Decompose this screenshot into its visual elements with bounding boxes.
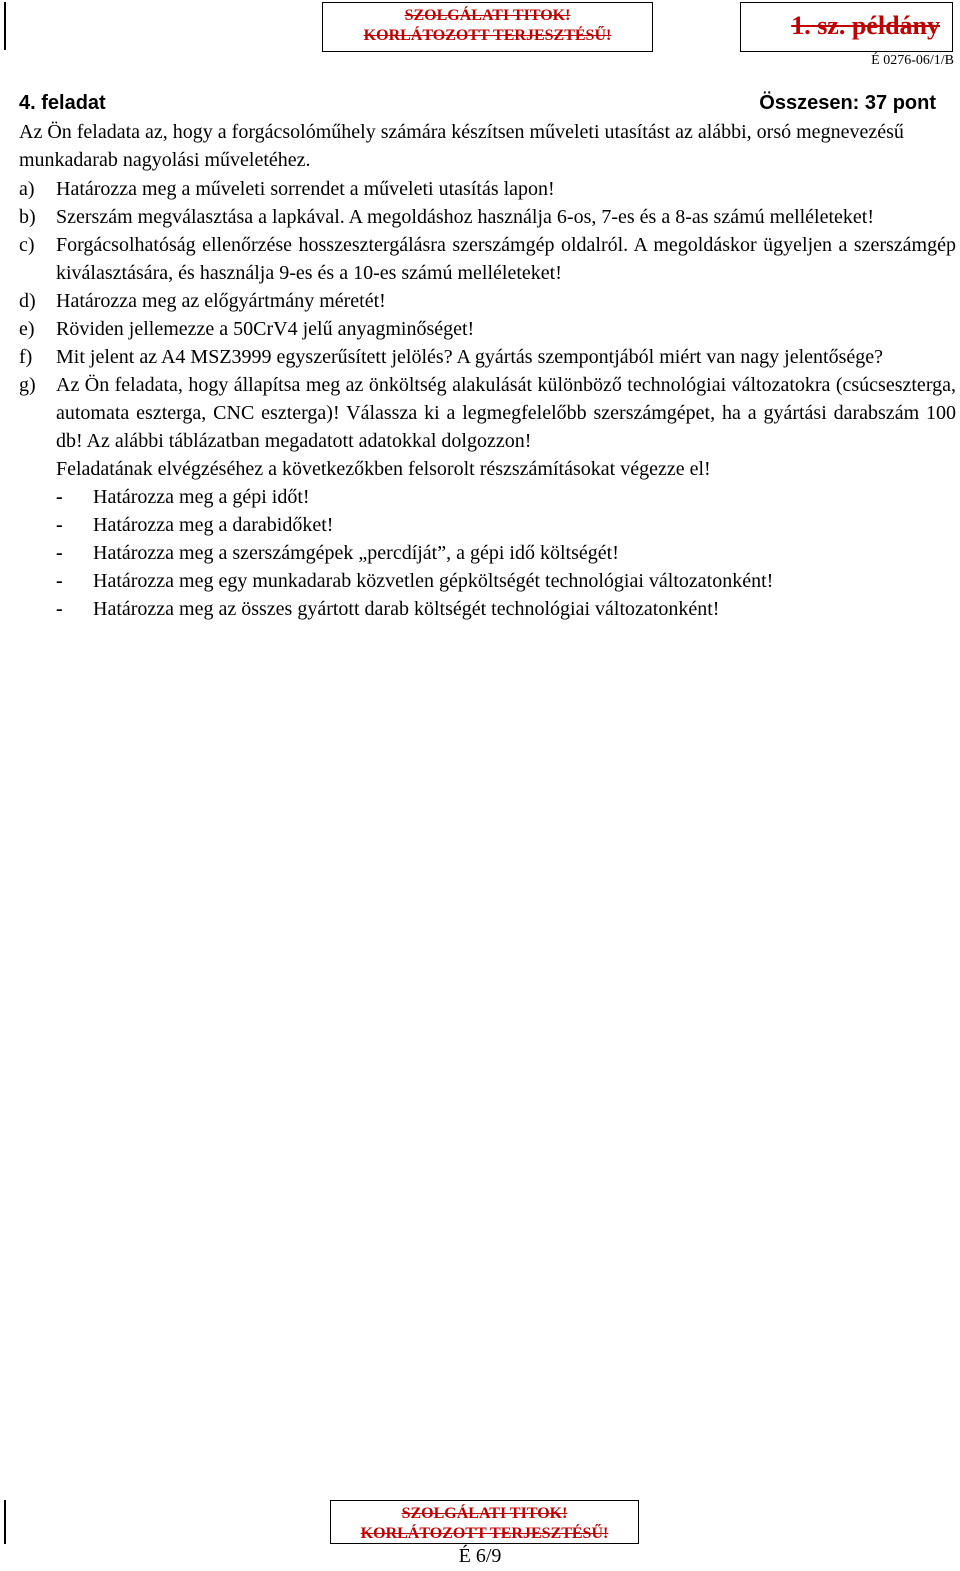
footer-classification-stamp — [330, 1500, 639, 1544]
page-number: É 6/9 — [458, 1545, 502, 1567]
item-text: Az Ön feladata, hogy állapítsa meg az önköltség alakulását különböző technológiai változatokra (csúcseszterga, automata eszterga, CNC eszterga)! Válassza ki a legmegfelelőbb szerszámgépet, ha a gyártási darabszám 100 db! Az alábbi táblázatban megadatott adatokkal dolgozzon! — [56, 374, 956, 452]
list-item — [19, 315, 956, 343]
document-code: É 0276-06/1/B — [871, 53, 954, 68]
item-label: f) — [19, 346, 33, 368]
task-list — [19, 175, 956, 623]
stamp-line-2: KORLÁTOZOTT TERJESZTÉSŰ! — [363, 27, 612, 44]
list-item — [19, 203, 956, 231]
footer-left-rule — [4, 1500, 6, 1544]
dash-item — [19, 539, 956, 567]
dash-item — [19, 511, 956, 539]
list-item — [19, 231, 956, 287]
task-points: Összesen: 37 pont — [759, 92, 936, 114]
item-text: Határozza meg a műveleti sorrendet a műveleti utasítás lapon! — [56, 178, 555, 200]
copy-label: 1. sz. példány — [791, 11, 940, 40]
task-heading — [19, 92, 936, 115]
dash-bullet: - — [56, 570, 63, 592]
dash-bullet: - — [56, 514, 63, 536]
item-label: b) — [19, 206, 36, 228]
item-label: e) — [19, 318, 35, 340]
item-text: Mit jelent az A4 MSZ3999 egyszerűsített jelölés? A gyártás szempontjából miért van nagy jelentősége? — [56, 346, 884, 368]
item-text: Röviden jellemezze a 50CrV4 jelű anyagminőséget! — [56, 318, 475, 340]
dash-text: Határozza meg a gépi időt! — [93, 486, 310, 508]
copy-number-box — [740, 2, 953, 52]
dash-text: Határozza meg egy munkadarab közvetlen gépköltségét technológiai változatonként! — [93, 570, 774, 592]
header-left-rule — [4, 2, 6, 50]
task-title: 4. feladat — [19, 92, 106, 114]
item-text: Szerszám megválasztása a lapkával. A megoldáshoz használja 6-os, 7-es és a 8-as számú melléleteket! — [56, 206, 875, 228]
dash-bullet: - — [56, 598, 63, 620]
list-item — [19, 371, 956, 455]
stamp-line-1: SZOLGÁLATI TITOK! — [404, 7, 571, 24]
dash-bullet: - — [56, 486, 63, 508]
header-classification-stamp — [322, 2, 653, 52]
task-intro: Az Ön feladata az, hogy a forgácsolóműhely számára készítsen műveleti utasítást az alábbi, orsó megnevezésű munkadarab nagyolási műveletéhez. — [19, 121, 904, 171]
item-label: a) — [19, 178, 35, 200]
dash-text: Határozza meg a darabidőket! — [93, 514, 334, 536]
item-label: c) — [19, 234, 35, 256]
dash-text: Határozza meg az összes gyártott darab költségét technológiai változatonként! — [93, 598, 720, 620]
item-label: d) — [19, 290, 36, 312]
list-item — [19, 175, 956, 203]
sub-intro: Feladatának elvégzéséhez a következőkben felsorolt részszámításokat végezze el! — [56, 458, 711, 480]
stamp-line-1: SZOLGÁLATI TITOK! — [401, 1505, 568, 1522]
dash-item — [19, 595, 956, 623]
dash-bullet: - — [56, 542, 63, 564]
item-text: Határozza meg az előgyártmány méretét! — [56, 290, 386, 312]
dash-item — [19, 567, 956, 595]
item-label: g) — [19, 374, 36, 396]
stamp-line-2: KORLÁTOZOTT TERJESZTÉSŰ! — [360, 1525, 609, 1542]
list-item — [19, 287, 956, 315]
dash-item — [19, 483, 956, 511]
dash-text: Határozza meg a szerszámgépek „percdíját”, a gépi idő költségét! — [93, 542, 619, 564]
list-item — [19, 343, 956, 371]
item-text: Forgácsolhatóság ellenőrzése hosszesztergálásra szerszámgép oldalról. A megoldáskor ügyeljen a szerszámgép kiválasztására, és használja 9-es és a 10-es számú melléleteket! — [56, 234, 956, 284]
